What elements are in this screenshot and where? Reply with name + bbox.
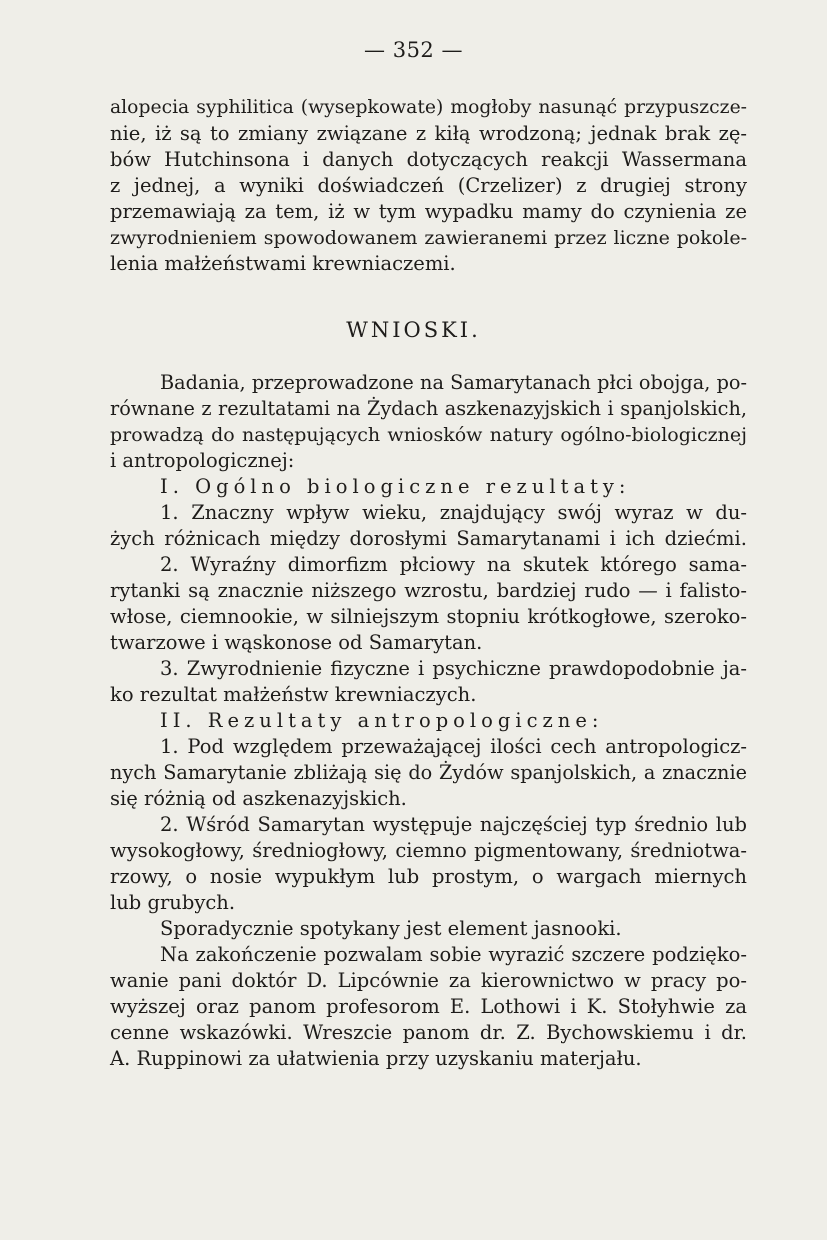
text-line: lub grubych. — [110, 891, 236, 914]
text-line: alopecia syphilitica (wysepkowate) mogłoby nasunąć przypuszcze- — [110, 97, 747, 118]
conclusions-body — [110, 370, 747, 1072]
text-line: 2. Wyraźny dimorfizm płciowy na skutek którego sama- — [160, 553, 747, 576]
text-line: 1. Pod względem przeważającej ilości cech antropologicz- — [160, 735, 747, 758]
text-line: włose, ciemnookie, w silniejszym stopniu krótkogłowe, szeroko- — [110, 605, 747, 628]
text-line: rytanki są znacznie niższego wzrostu, bardziej rudo — i falisto- — [110, 579, 747, 602]
text-line: wanie pani doktór D. Lipcównie za kierownictwo w pracy po- — [110, 969, 747, 992]
section-heading: WNIOSKI. — [346, 318, 481, 342]
text-line: przemawiają za tem, iż w tym wypadku mamy do czynienia ze — [110, 200, 747, 223]
text-line: się różnią od aszkenazyjskich. — [110, 787, 407, 810]
text-line: nie, iż są to zmiany związane z kiłą wrodzoną; jednak brak zę- — [110, 122, 747, 145]
text-line: Badania, przeprowadzone na Samarytanach płci obojga, po- — [160, 371, 747, 394]
text-line: Sporadycznie spotykany jest element jasnooki. — [160, 917, 622, 940]
text-line: 2. Wśród Samarytan występuje najczęściej typ średnio lub — [160, 813, 747, 836]
text-line: żych różnicach między dorosłymi Samarytanami i ich dziećmi. — [110, 527, 747, 550]
text-line: wyższej oraz panom profesorom E. Lothowi i K. Stołyhwie za — [110, 995, 747, 1018]
text-line: nych Samarytanie zbliżają się do Żydów spanjolskich, a znacznie — [110, 761, 747, 784]
intro-paragraph — [110, 95, 747, 277]
subsection-heading: II. Rezultaty antropologiczne: — [160, 709, 604, 732]
text-line: prowadzą do następujących wniosków natury ogólno-biologicznej — [110, 424, 747, 446]
text-line: bów Hutchinsona i danych dotyczących reakcji Wassermana — [110, 148, 747, 171]
text-line: cenne wskazówki. Wreszcie panom dr. Z. Bychowskiemu i dr. — [110, 1021, 747, 1044]
text-line: A. Ruppinowi za ułatwienia przy uzyskaniu materjału. — [110, 1047, 642, 1070]
text-line: twarzowe i wąskonose od Samarytan. — [110, 631, 483, 654]
text-line: zwyrodnieniem spowodowanem zawieranemi przez liczne pokole- — [110, 227, 747, 249]
text-line: lenia małżeństwami krewniaczemi. — [110, 252, 456, 275]
text-line: wysokogłowy, średniogłowy, ciemno pigmentowany, średniotwa- — [110, 839, 747, 862]
text-line: 1. Znaczny wpływ wieku, znajdujący swój wyraz w du- — [160, 501, 747, 524]
subsection-heading: I. Ogólno biologiczne rezultaty: — [160, 475, 631, 498]
text-line: równane z rezultatami na Żydach aszkenazyjskich i spanjolskich, — [110, 397, 747, 420]
text-line: 3. Zwyrodnienie fizyczne i psychiczne prawdopodobnie ja- — [160, 657, 747, 680]
text-line: i antropologicznej: — [110, 449, 295, 472]
text-line: rzowy, o nosie wypukłym lub prostym, o wargach miernych — [110, 865, 747, 888]
page-number: — 352 — — [364, 38, 463, 62]
text-line: ko rezultat małżeństw krewniaczych. — [110, 683, 477, 706]
text-line: z jednej, a wyniki doświadczeń (Crzelizer) z drugiej strony — [110, 174, 747, 197]
text-line: Na zakończenie pozwalam sobie wyrazić szczere podzięko- — [160, 943, 747, 966]
